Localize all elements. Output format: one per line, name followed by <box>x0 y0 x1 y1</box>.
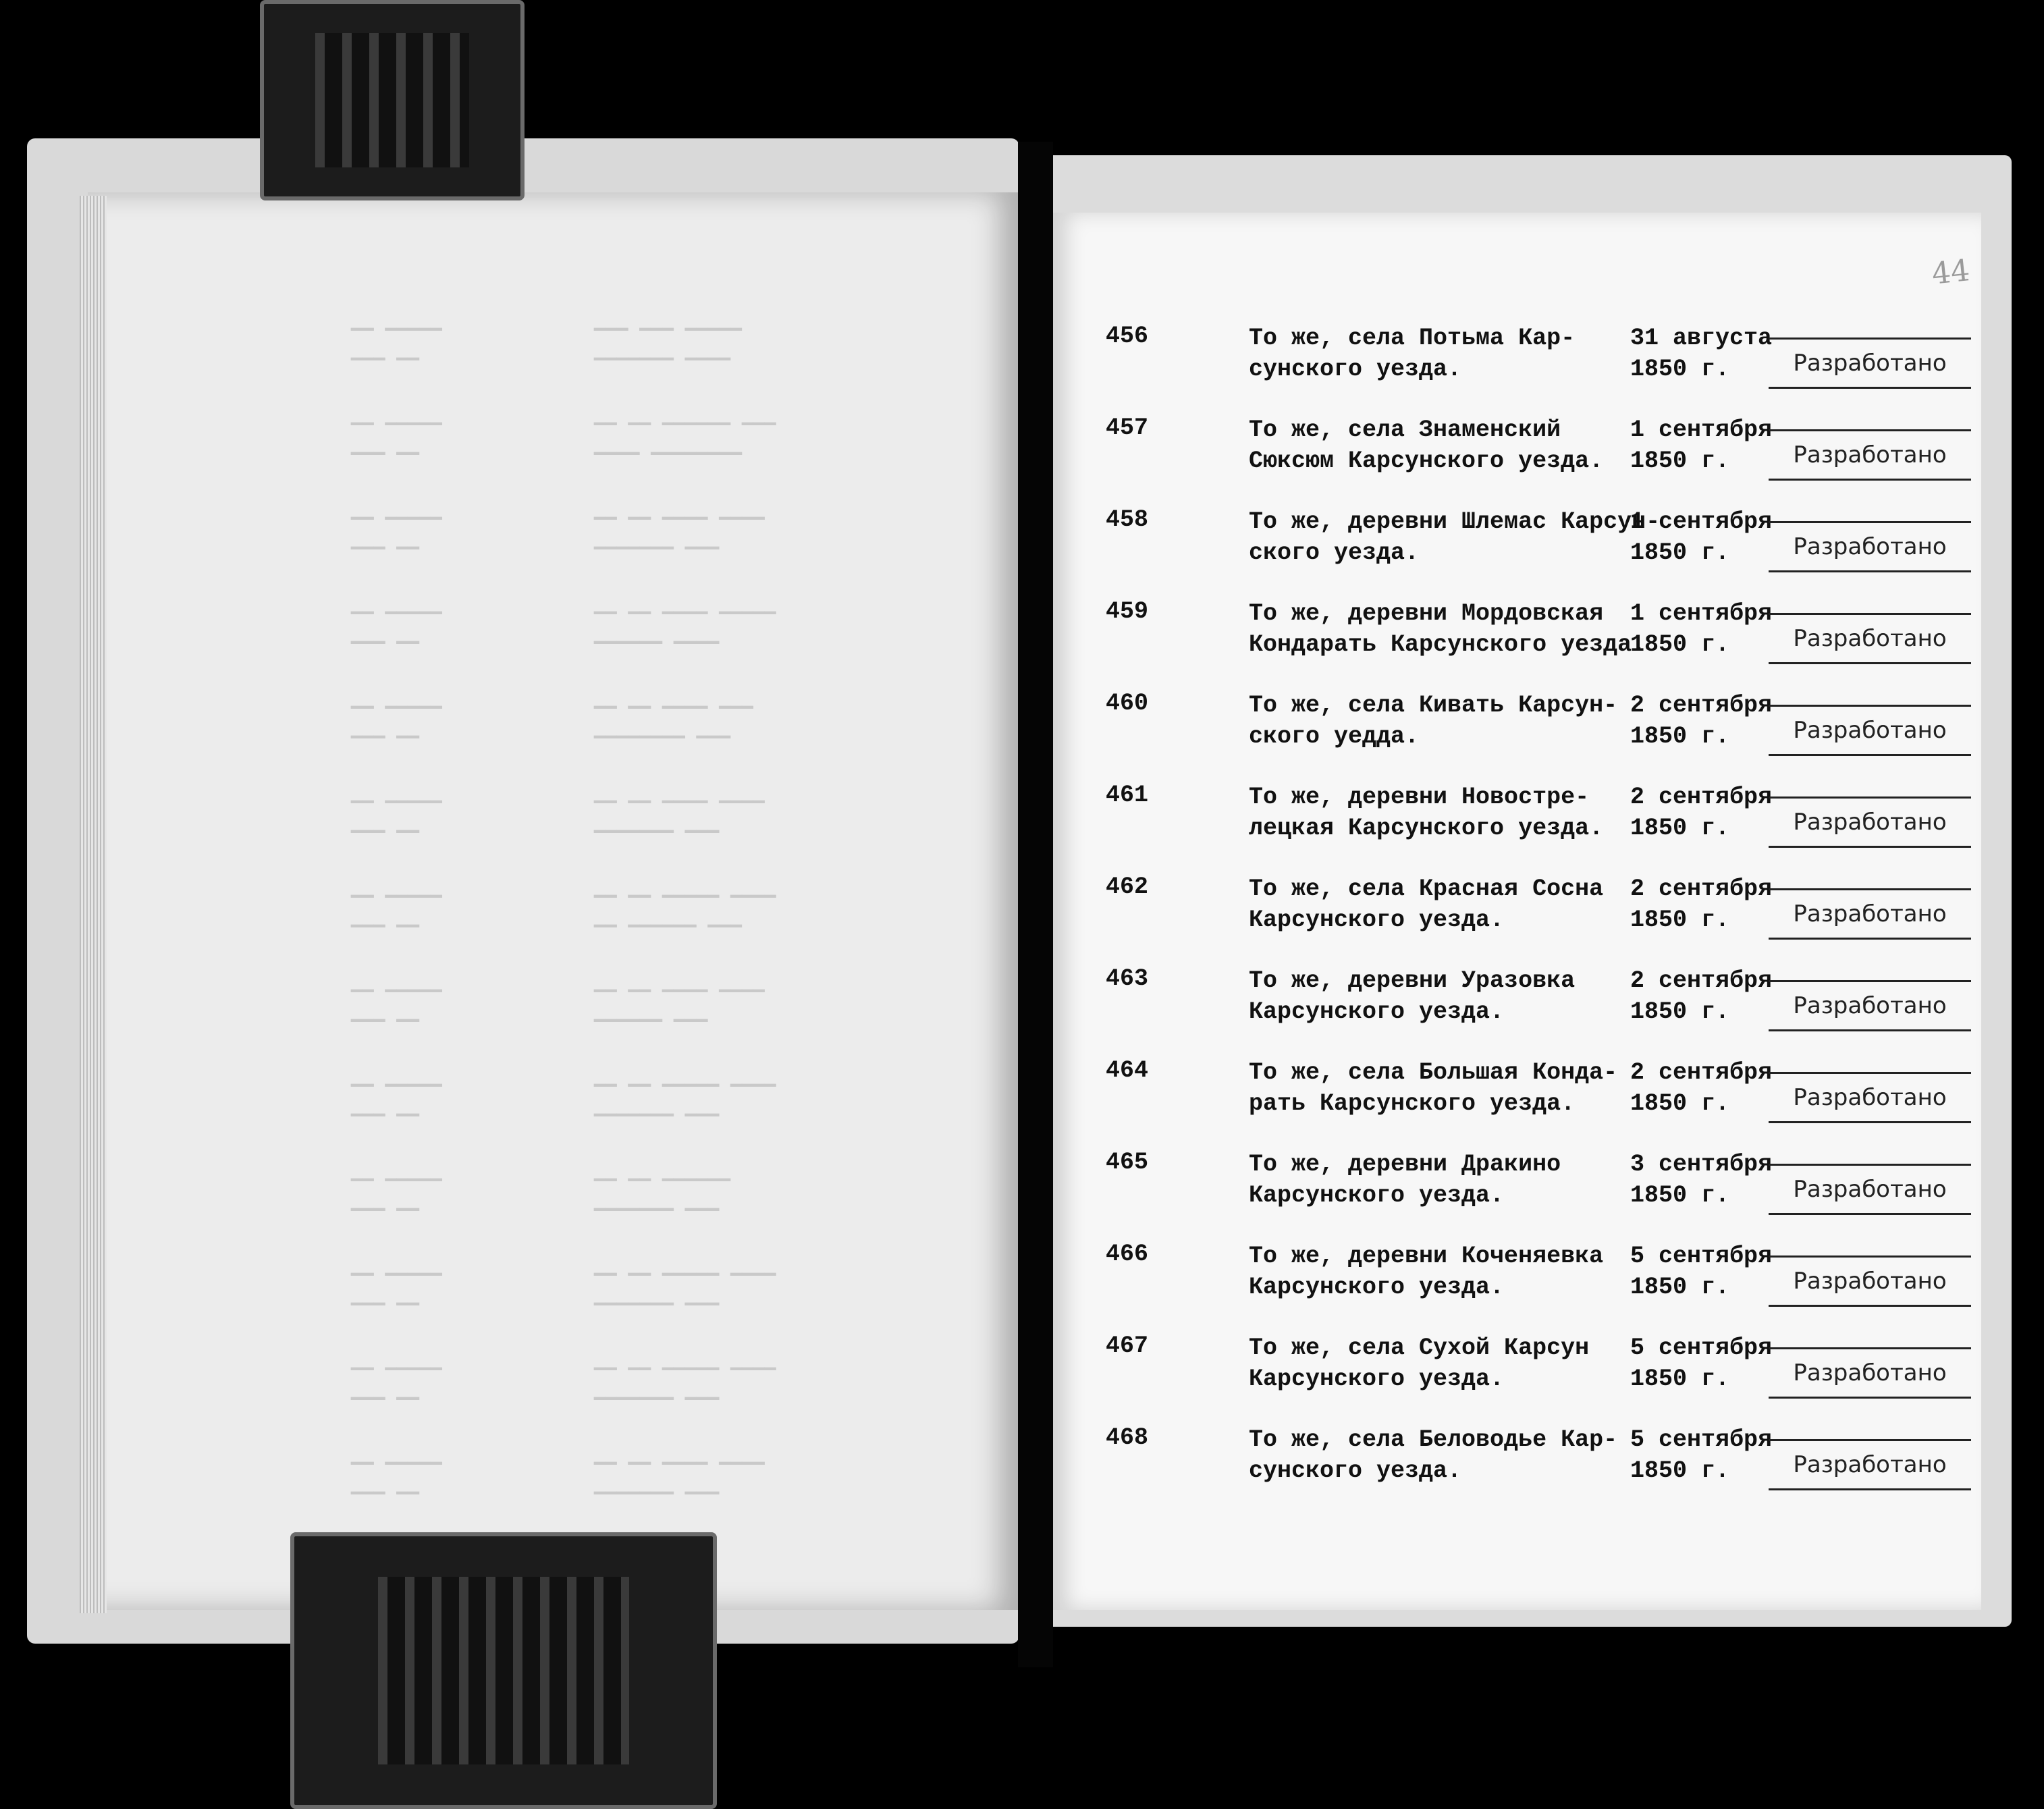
list-item <box>1053 1424 1981 1516</box>
entry-number: 468 <box>1106 1424 1149 1451</box>
entry-description: То же, села Красная Сосна Карсунского уезда. <box>1249 875 1604 934</box>
entry-number: 465 <box>1106 1149 1149 1176</box>
entry-number: 460 <box>1106 690 1149 717</box>
list-item <box>1053 1057 1981 1149</box>
list-item <box>1053 1332 1981 1424</box>
entry-date: 2 сентября 1850 г. <box>1630 784 1773 842</box>
list-item <box>1053 323 1981 414</box>
book-gutter <box>1018 142 1053 1667</box>
entry-description: То же, деревни Мордовская Кондарать Карсунского уезда. <box>1249 600 1646 658</box>
list-item <box>1053 782 1981 873</box>
entry-description: То же, деревни Новостре- лецкая Карсунского уезда. <box>1249 784 1604 842</box>
list-item <box>1053 690 1981 782</box>
processed-stamp: Разработано <box>1769 888 1971 940</box>
list-item <box>1053 1149 1981 1241</box>
binder-clip-bottom <box>290 1532 717 1809</box>
entry-description: То же, села Сухой Карсун Карсунского уезда. <box>1249 1334 1590 1393</box>
entry-date: 5 сентября 1850 г. <box>1630 1334 1773 1393</box>
processed-stamp: Разработано <box>1769 796 1971 848</box>
entry-description: То же, села Большая Конда- рать Карсунского уезда. <box>1249 1059 1618 1117</box>
entry-number: 458 <box>1106 506 1149 533</box>
entry-description: То же, села Знаменский Сюксюм Карсунского уезда. <box>1249 416 1604 475</box>
entry-number: 463 <box>1106 965 1149 992</box>
book-spread: ▁▁▁ ▁▁▁ ▁▁▁▁▁ ▁▁▁▁▁▁▁ ▁▁▁▁ ▁▁ ▁▁ ▁▁▁▁▁▁ ▁▁▁ ▁▁▁▁ ▁▁▁▁▁▁▁▁ ▁▁ ▁▁ ▁▁▁▁ ▁▁▁▁ ▁▁▁▁▁▁▁ ▁▁▁ ▁▁ ▁▁ ▁▁▁▁ ▁▁▁▁▁ ▁▁▁▁▁▁ ▁▁▁▁ ▁▁ ▁▁ ▁▁▁▁ ▁▁▁ ▁▁▁▁▁▁▁▁ ▁▁▁ ▁▁ ▁▁ ▁▁▁▁ ▁▁▁▁ ▁▁▁▁▁▁▁ ▁▁▁ ▁▁ ▁▁ ▁▁▁▁▁ ▁▁▁▁ ▁▁ ▁▁▁▁▁▁ ▁▁▁ ▁▁ ▁▁ ▁▁▁▁ ▁▁▁▁ ▁▁▁▁▁▁ ▁▁▁ ▁▁ ▁▁ ▁▁▁▁▁ ▁▁▁▁ ▁▁▁▁▁▁▁ ▁▁▁ ▁▁ ▁▁ ▁▁▁▁▁▁ ▁▁▁▁▁▁▁ ▁▁▁ ▁▁ ▁▁ ▁▁▁▁▁ ▁▁▁▁ ▁▁▁▁▁▁▁ ▁▁▁ ▁▁ ▁▁ ▁▁▁▁▁ ▁▁▁▁ ▁▁▁▁▁▁▁ ▁▁▁ ▁▁ ▁▁ ▁▁▁▁ ▁▁▁▁ ▁▁▁▁▁▁▁ ▁▁▁ ▁▁ ▁▁▁▁▁ ▁▁▁ ▁▁ ▁▁ ▁▁▁▁▁ ▁▁▁ ▁▁ ▁▁ ▁▁▁▁▁ ▁▁▁ ▁▁ ▁▁ ▁▁▁▁▁ ▁▁▁ ▁▁ ▁▁ ▁▁▁▁▁ ▁▁▁ ▁▁ ▁▁ ▁▁▁▁▁ ▁▁▁ ▁▁ ▁▁ ▁▁▁▁▁ ▁▁▁ ▁▁ ▁▁ ▁▁▁▁▁ ▁▁▁ ▁▁ ▁▁ ▁▁▁▁▁ ▁▁▁ ▁▁ ▁▁ ▁▁▁▁▁ ▁▁▁ ▁▁ ▁▁ ▁▁▁▁▁ ▁▁▁ ▁▁ ▁▁ ▁▁▁▁▁ ▁▁▁ ▁▁ ▁▁ ▁▁▁▁▁ ▁▁▁ ▁▁ 44 456 То же, села Потьма Кар- сунского уезда. 31 августа 1850 г. Разработано 457 То же, села Знаменский Сюксюм Карсунского уезда. 1 сентября 1850 г. Разработано 458 То же, деревни Шлемас Карсун- ского уезда. 1 сентября 1850 г. Разработано 459 То же, деревни Мордовская Кондарать Карсунского уезда. 1 сентября 1850 г. Разработано 460 То же, села Кивать Карсун- ского уедда. 2 сентября 1850 г. Разработано 461 То же, деревни Новостре- лецкая Карсунского уезда. 2 сентября 1850 г. Разработано 462 То же, села Красная Сосна Карсунского уезда. 2 сентября 1850 г. Разработано 463 То же, деревни Уразовка Карсунского уезда. 2 сентября 1850 г. Разработано 464 То же, села Большая Конда- рать Карсунского уезда. 2 сентября 1850 г. Разработано 465 То же, деревни Дракино Карсунского уезда. 3 сентября 1850 г. Разработано 466 То же, деревни Коченяевка Карсунского уезда. 5 сентября 1850 г. Разработано 467 То же, села Сухой Карсун Карсунского уезда. 5 сентября 1850 г. Разработано 468 То же, села Беловодье Кар- сунского уезда. 5 сентября 1850 г. Разработано <box>0 0 2044 1801</box>
entry-description: То же, села Кивать Карсун- ского уедда. <box>1249 692 1618 750</box>
entry-date: 1 сентября 1850 г. <box>1630 416 1773 475</box>
list-item <box>1053 965 1981 1057</box>
processed-stamp: Разработано <box>1769 1256 1971 1307</box>
binder-clip-top <box>260 0 525 200</box>
list-item <box>1053 873 1981 965</box>
processed-stamp: Разработано <box>1769 980 1971 1031</box>
page-edges <box>80 196 107 1613</box>
entry-date: 5 сентября 1850 г. <box>1630 1426 1773 1484</box>
entry-date: 3 сентября 1850 г. <box>1630 1151 1773 1209</box>
left-page <box>88 192 1019 1610</box>
entry-description: То же, села Потьма Кар- сунского уезда. <box>1249 325 1576 383</box>
entry-number: 464 <box>1106 1057 1149 1084</box>
entry-date: 1 сентября 1850 г. <box>1630 600 1773 658</box>
processed-stamp: Разработано <box>1769 338 1971 389</box>
entry-description: То же, деревни Уразовка Карсунского уезда. <box>1249 967 1576 1025</box>
entry-number: 459 <box>1106 598 1149 625</box>
entry-number: 461 <box>1106 782 1149 809</box>
entry-number: 466 <box>1106 1241 1149 1268</box>
processed-stamp: Разработано <box>1769 1072 1971 1123</box>
entry-date: 5 сентября 1850 г. <box>1630 1243 1773 1301</box>
entry-date: 2 сентября 1850 г. <box>1630 692 1773 750</box>
entry-date: 1 сентября 1850 г. <box>1630 508 1773 566</box>
processed-stamp: Разработано <box>1769 613 1971 664</box>
entry-date: 31 августа 1850 г. <box>1630 325 1773 383</box>
entry-description: То же, деревни Дракино Карсунского уезда. <box>1249 1151 1561 1209</box>
entry-description: То же, деревни Шлемас Карсун- ского уезда. <box>1249 508 1661 566</box>
entry-number: 462 <box>1106 873 1149 900</box>
processed-stamp: Разработано <box>1769 1439 1971 1490</box>
processed-stamp: Разработано <box>1769 1347 1971 1399</box>
processed-stamp: Разработано <box>1769 1164 1971 1215</box>
list-item <box>1053 1241 1981 1332</box>
list-item <box>1053 414 1981 506</box>
processed-stamp: Разработано <box>1769 429 1971 481</box>
entry-number: 467 <box>1106 1332 1149 1359</box>
processed-stamp: Разработано <box>1769 705 1971 756</box>
processed-stamp: Разработано <box>1769 521 1971 572</box>
entry-number: 457 <box>1106 414 1149 441</box>
folio-number: 44 <box>1930 253 1972 292</box>
entry-date: 2 сентября 1850 г. <box>1630 967 1773 1025</box>
entry-number: 456 <box>1106 323 1149 350</box>
entry-description: То же, села Беловодье Кар- сунского уезда. <box>1249 1426 1618 1484</box>
entry-description: То же, деревни Коченяевка Карсунского уезда. <box>1249 1243 1604 1301</box>
list-item <box>1053 598 1981 690</box>
entry-date: 2 сентября 1850 г. <box>1630 1059 1773 1117</box>
entry-date: 2 сентября 1850 г. <box>1630 875 1773 934</box>
list-item <box>1053 506 1981 598</box>
